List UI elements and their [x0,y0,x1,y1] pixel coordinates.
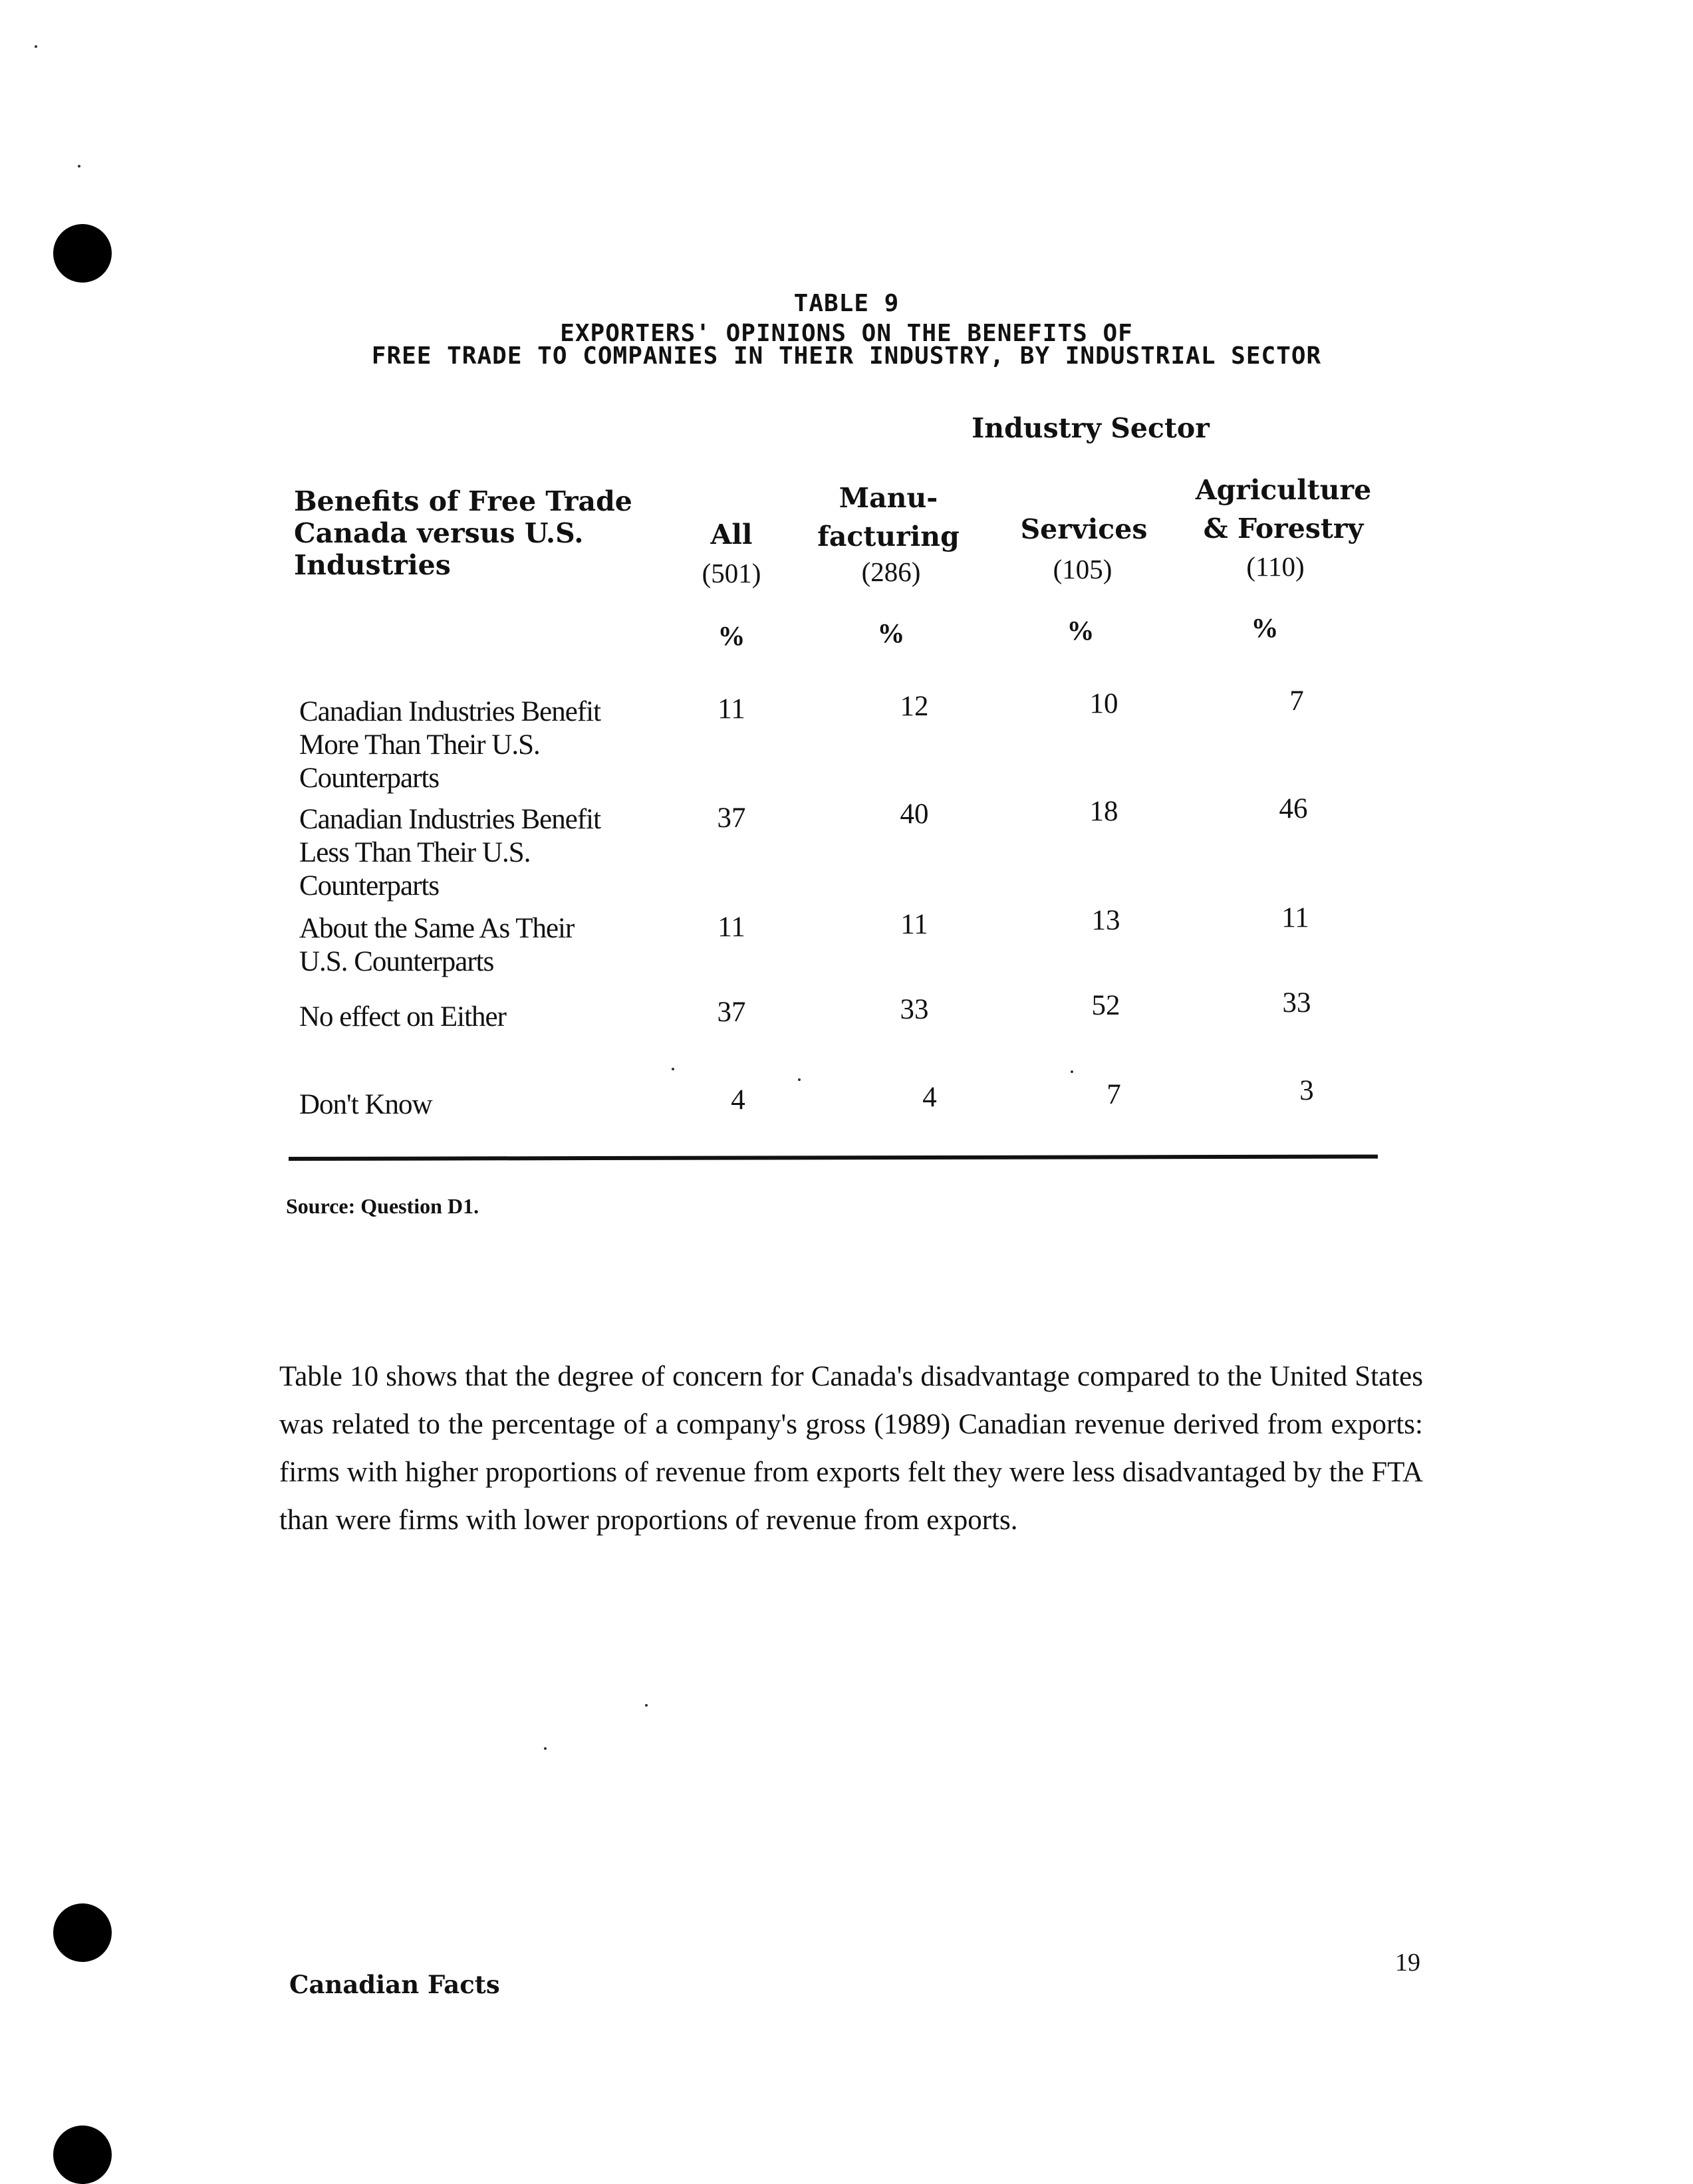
row-header [294,485,632,581]
value-manufacturing: 4 [922,1082,937,1113]
value-services: 10 [1089,688,1118,719]
column-count-services: (105) [1053,554,1112,584]
column-count-all: (501) [702,558,761,588]
value-services: 18 [1089,796,1118,827]
scan-speck [798,1078,801,1081]
row-header-line: Industries [294,549,451,581]
column-unit-manufacturing: % [877,618,905,648]
column-unit-services: % [1067,615,1095,646]
row-label: Canadian Industries Benefit Less Than Their U.S. Counterparts [299,804,601,902]
row-header-line: Benefits of Free Trade [294,485,632,517]
column-unit-agriculture: % [1251,612,1279,643]
scan-speck [544,1747,547,1750]
column-header-all: All [710,519,753,550]
footer-publisher: Canadian Facts [289,1970,500,1999]
value-manufacturing: 11 [900,909,928,940]
value-all: 37 [717,802,746,834]
value-agriculture: 33 [1282,987,1311,1019]
column-count-agriculture: (110) [1246,551,1305,582]
table-number: TABLE 9 [793,290,900,317]
row-label: About the Same As Their U.S. Counterparts [299,913,575,977]
scan-speck [78,165,80,168]
column-header-manufacturing: Manu- facturing [817,482,960,552]
value-all: 11 [717,911,745,943]
column-header-services: Services [1020,513,1148,545]
value-services: 13 [1091,905,1120,936]
value-agriculture: 46 [1279,793,1308,824]
row-label: Don't Know [299,1089,432,1120]
punch-hole [53,224,112,283]
value-services: 7 [1107,1079,1121,1110]
scan-speck [1071,1070,1073,1073]
value-manufacturing: 33 [900,994,929,1025]
value-manufacturing: 12 [900,691,929,722]
punch-hole [53,2125,112,2184]
table-bottom-rule [289,1155,1378,1161]
table-title-line-2: FREE TRADE TO COMPANIES IN THEIR INDUSTRY, BY INDUSTRIAL SECTOR [371,342,1322,370]
page-number: 19 [1395,1949,1420,1977]
value-all: 4 [731,1084,745,1116]
column-unit-all: % [717,620,745,651]
row-label: Canadian Industries Benefit More Than Their U.S. Counterparts [299,696,601,794]
row-label: No effect on Either [299,1001,506,1032]
column-header-agriculture: Agriculture & Forestry [1195,474,1372,545]
body-paragraph: Table 10 shows that the degree of concern for Canada's disadvantage compared to the United States was related to the percentage of a company's gross (1989) Canadian revenue derived from exports: firms with higher proportions of revenue from exports felt they were less disadvantaged by the FTA than were firms with lower proportions of revenue from exports. [279,1361,1423,1536]
value-all: 11 [717,693,745,725]
value-manufacturing: 40 [900,798,929,830]
table-title-line-1: EXPORTERS' OPINIONS ON THE BENEFITS OF [560,320,1133,347]
scan-speck [672,1068,674,1070]
value-agriculture: 7 [1289,685,1304,717]
column-count-manufacturing: (286) [861,556,921,587]
scan-speck [645,1704,648,1707]
value-agriculture: 3 [1299,1075,1314,1106]
scan-speck [35,45,37,48]
punch-hole [53,1903,112,1962]
value-agriculture: 11 [1281,902,1309,933]
value-all: 37 [717,997,746,1028]
table-source: Source: Question D1. [286,1194,479,1218]
row-header-line: Canada versus U.S. [294,517,584,549]
sector-header: Industry Sector [972,412,1210,444]
value-services: 52 [1091,990,1120,1021]
